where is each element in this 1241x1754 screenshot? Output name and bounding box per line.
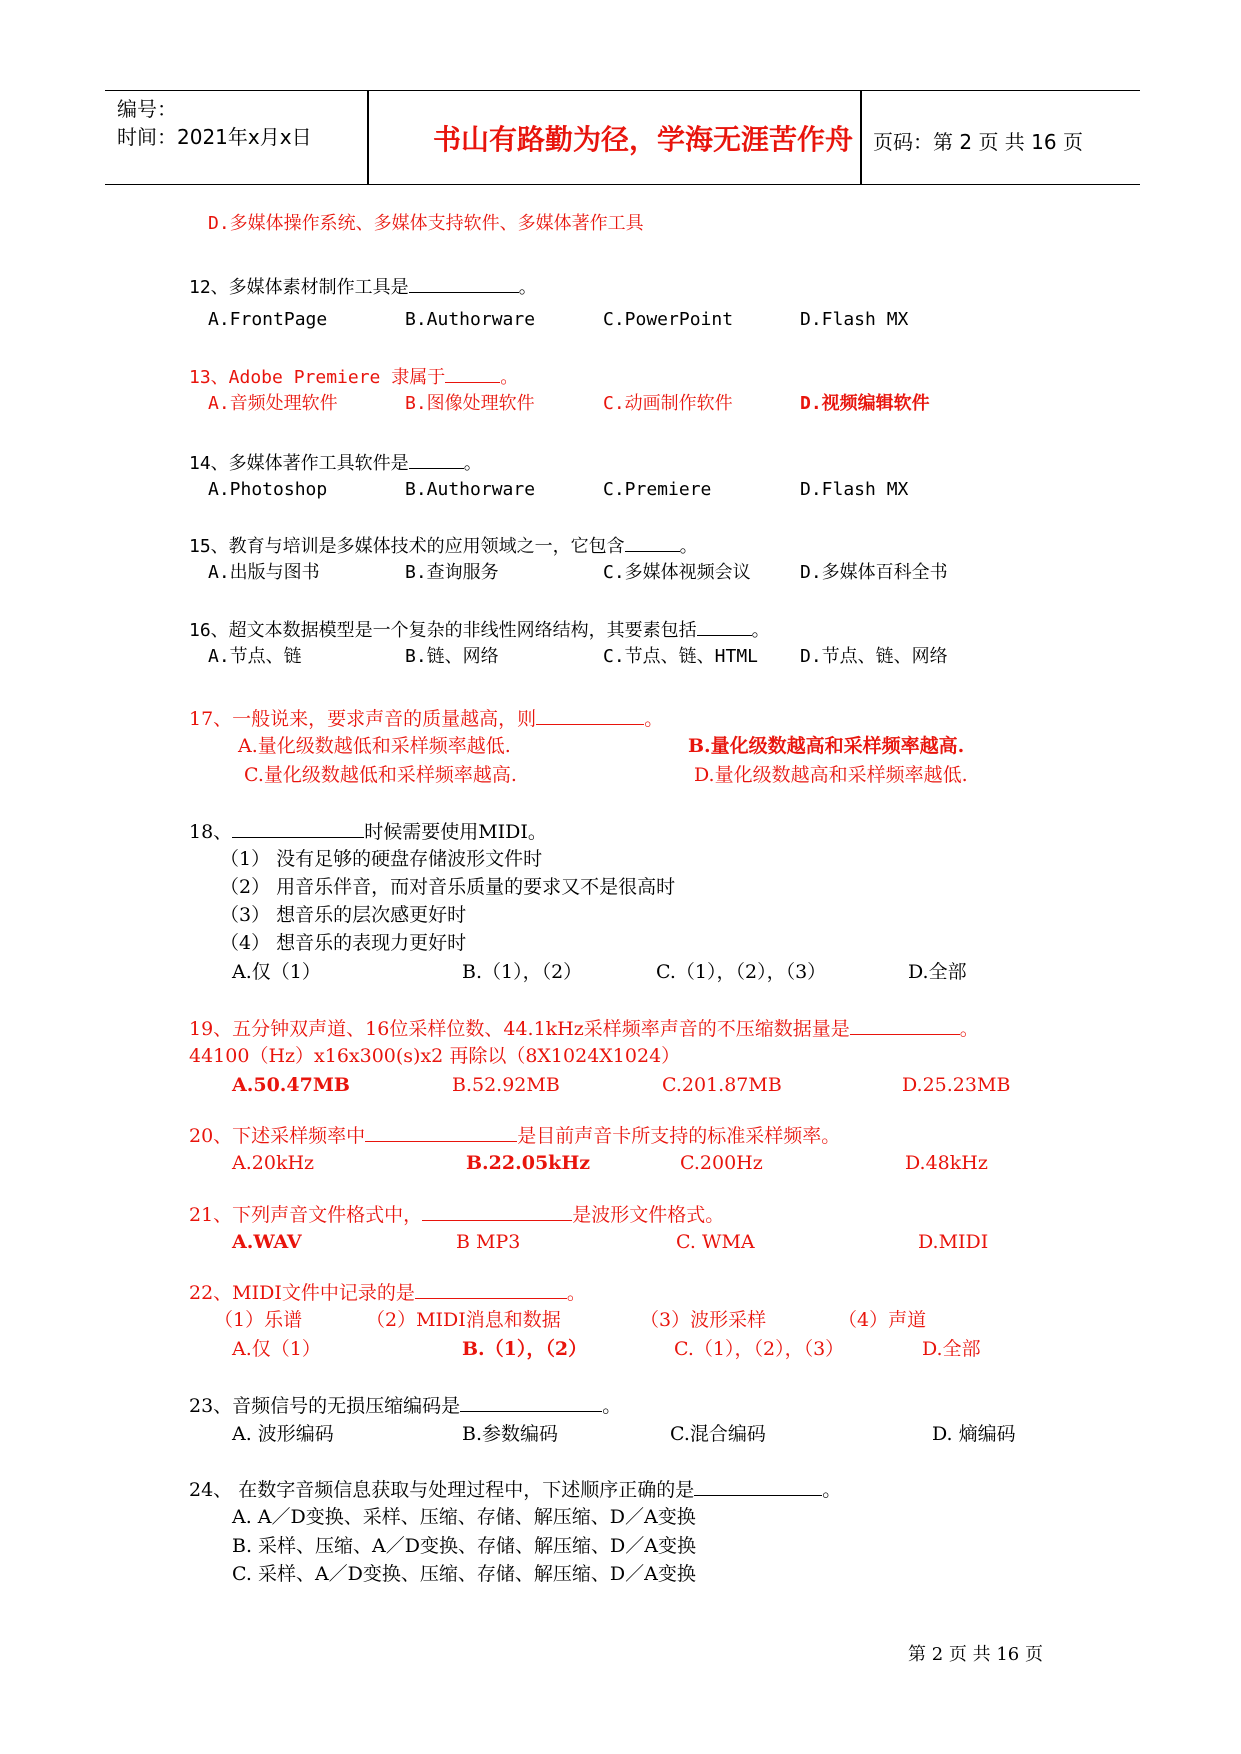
q18-stem-text: 18、	[189, 821, 233, 843]
q22-option-d: D.全部	[922, 1338, 981, 1360]
q14-stem-text: 14、多媒体著作工具软件是	[189, 453, 409, 474]
q19-note: 44100（Hz）x16x300(s)x2 再除以（8X1024X1024）	[189, 1045, 681, 1067]
header-divider-left	[367, 91, 369, 184]
q22-condition-3: （3）波形采样	[640, 1309, 767, 1331]
q22-condition-1: （1）乐谱	[214, 1309, 303, 1331]
q17-stem-text: 17、一般说来，要求声音的质量越高，则	[189, 708, 537, 730]
q23-option-b: B.参数编码	[462, 1423, 559, 1445]
q17-stem	[189, 706, 663, 731]
q19-option-b: B.52.92MB	[452, 1074, 560, 1096]
q24-stem	[189, 1477, 841, 1502]
q21-option-a: A.WAV	[232, 1231, 302, 1253]
q22-blank	[415, 1280, 567, 1299]
q22-option-a: A.仅（1）	[232, 1338, 321, 1360]
q14-option-d: D.Flash MX	[800, 479, 909, 500]
q23-stem-text: 23、音频信号的无损压缩编码是	[189, 1395, 461, 1417]
q13-option-d: D.视频编辑软件	[800, 393, 930, 414]
q11-option-d: D.多媒体操作系统、多媒体支持软件、多媒体著作工具	[208, 213, 644, 234]
q13-blank	[445, 364, 500, 383]
q13-option-c: C.动画制作软件	[603, 393, 733, 414]
header-page-label: 页码：第 2 页 共 16 页	[873, 130, 1083, 154]
q12-blank	[409, 274, 519, 293]
q15-stem-end: 。	[679, 536, 698, 557]
q13-option-b: B.图像处理软件	[405, 393, 535, 414]
q15-blank	[625, 533, 680, 552]
q23-stem	[189, 1393, 621, 1418]
q12-stem-text: 12、多媒体素材制作工具是	[189, 277, 409, 298]
q21-stem-text: 21、下列声音文件格式中，	[189, 1204, 423, 1226]
q15-option-a: A.出版与图书	[208, 562, 320, 583]
q22-option-c: C.（1），（2），（3）	[674, 1338, 845, 1360]
q13-stem-end: 。	[500, 367, 519, 388]
q18-condition-4: （4） 想音乐的表现力更好时	[220, 932, 467, 954]
q19-stem-text: 19、五分钟双声道、16位采样位数、44.1kHz采样频率声音的不压缩数据量是	[189, 1018, 850, 1040]
q22-option-b: B.（1），（2）	[462, 1338, 588, 1360]
q22-stem-end: 。	[566, 1282, 586, 1304]
q12-stem-end: 。	[518, 277, 537, 298]
q15-stem	[189, 533, 698, 559]
q17-stem-end: 。	[644, 708, 664, 730]
q20-option-c: C.200Hz	[680, 1152, 763, 1174]
q23-stem-end: 。	[602, 1395, 622, 1417]
q21-option-c: C. WMA	[676, 1231, 755, 1253]
q17-option-a: A.量化级数越低和采样频率越低.	[238, 735, 511, 757]
q13-option-a: A.音频处理软件	[208, 393, 338, 414]
q20-option-d: D.48kHz	[905, 1152, 988, 1174]
q15-option-d: D.多媒体百科全书	[800, 562, 948, 583]
q14-option-c: C.Premiere	[603, 479, 712, 500]
q24-option-a: A. A／D变换、采样、压缩、存储、解压缩、D／A变换	[232, 1506, 696, 1528]
q19-option-a: A.50.47MB	[232, 1074, 350, 1096]
q23-blank	[460, 1393, 602, 1412]
q20-stem-end: 是目前声音卡所支持的标准采样频率。	[517, 1125, 841, 1147]
q19-stem	[189, 1016, 979, 1041]
q24-stem-end: 。	[822, 1479, 842, 1501]
q18-stem-end: 时候需要使用MIDI。	[364, 821, 547, 843]
q15-option-b: B.查询服务	[405, 562, 499, 583]
q16-stem-text: 16、超文本数据模型是一个复杂的非线性网络结构，其要素包括	[189, 620, 697, 641]
q16-option-b: B.链、网络	[405, 646, 499, 667]
q24-option-c: C. 采样、A／D变换、压缩、存储、解压缩、D／A变换	[232, 1563, 696, 1585]
q13-stem	[189, 364, 518, 390]
q15-option-c: C.多媒体视频会议	[603, 562, 751, 583]
q19-stem-end: 。	[959, 1018, 979, 1040]
q16-option-d: D.节点、链、网络	[800, 646, 948, 667]
q16-stem	[189, 617, 770, 643]
q17-option-b: B.量化级数越高和采样频率越高.	[688, 735, 965, 757]
q12-stem	[189, 274, 537, 300]
q22-stem-text: 22、MIDI文件中记录的是	[189, 1282, 415, 1304]
q23-option-a: A. 波形编码	[232, 1423, 334, 1445]
q20-stem-text: 20、下述采样频率中	[189, 1125, 366, 1147]
q14-blank	[409, 450, 464, 469]
header-motto: 书山有路勤为径，学海无涯苦作舟	[432, 123, 853, 156]
q17-option-c: C.量化级数越低和采样频率越高.	[244, 764, 517, 786]
q18-option-b: B.（1），（2）	[462, 961, 583, 983]
q18-option-d: D.全部	[908, 961, 967, 983]
page-footer: 第 2 页 共 16 页	[908, 1644, 1043, 1665]
q21-blank	[422, 1202, 572, 1221]
q19-option-c: C.201.87MB	[662, 1074, 782, 1096]
header-number-label: 编号：	[117, 97, 177, 121]
q14-stem	[189, 450, 482, 476]
q15-stem-text: 15、教育与培训是多媒体技术的应用领域之一，它包含	[189, 536, 625, 557]
q18-condition-3: （3） 想音乐的层次感更好时	[220, 904, 467, 926]
q23-option-c: C.混合编码	[670, 1423, 766, 1445]
q20-option-b: B.22.05kHz	[466, 1152, 591, 1174]
q21-stem-end: 是波形文件格式。	[572, 1204, 725, 1226]
q16-blank	[697, 617, 752, 636]
q12-option-d: D.Flash MX	[800, 309, 909, 330]
q24-blank	[694, 1477, 822, 1496]
q14-stem-end: 。	[463, 453, 482, 474]
q18-blank	[232, 819, 364, 838]
q12-option-a: A.FrontPage	[208, 309, 328, 330]
q19-option-d: D.25.23MB	[902, 1074, 1011, 1096]
q13-stem-text: 13、Adobe Premiere 隶属于	[189, 367, 446, 388]
q16-option-c: C.节点、链、HTML	[603, 646, 759, 667]
header-time-label: 时间：2021年x月x日	[117, 125, 312, 149]
q22-stem	[189, 1280, 586, 1305]
q21-stem	[189, 1202, 724, 1227]
q21-option-d: D.MIDI	[918, 1231, 989, 1253]
q14-option-a: A.Photoshop	[208, 479, 328, 500]
q18-stem	[189, 819, 547, 844]
q16-option-a: A.节点、链	[208, 646, 302, 667]
q24-option-b: B. 采样、压缩、A／D变换、存储、解压缩、D／A变换	[232, 1535, 696, 1557]
q18-option-a: A.仅（1）	[232, 961, 321, 983]
q12-option-b: B.Authorware	[405, 309, 536, 330]
q17-blank	[536, 706, 644, 725]
page-header	[105, 90, 1140, 185]
q18-condition-1: （1） 没有足够的硬盘存储波形文件时	[220, 848, 543, 870]
q19-blank	[850, 1016, 960, 1035]
q20-stem	[189, 1123, 840, 1148]
q20-blank	[365, 1123, 517, 1142]
q24-stem-text: 24、 在数字音频信息获取与处理过程中，下述顺序正确的是	[189, 1479, 695, 1501]
q20-option-a: A.20kHz	[232, 1152, 315, 1174]
q17-option-d: D.量化级数越高和采样频率越低.	[694, 764, 968, 786]
q16-stem-end: 。	[751, 620, 770, 641]
q21-option-b: B MP3	[456, 1231, 521, 1253]
q18-condition-2: （2） 用音乐伴音，而对音乐质量的要求又不是很高时	[220, 876, 676, 898]
q22-condition-4: （4）声道	[838, 1309, 927, 1331]
q23-option-d: D. 熵编码	[932, 1423, 1016, 1445]
q22-condition-2: （2）MIDI消息和数据	[366, 1309, 561, 1331]
q18-option-c: C.（1），（2），（3）	[656, 961, 827, 983]
q14-option-b: B.Authorware	[405, 479, 536, 500]
q12-option-c: C.PowerPoint	[603, 309, 734, 330]
